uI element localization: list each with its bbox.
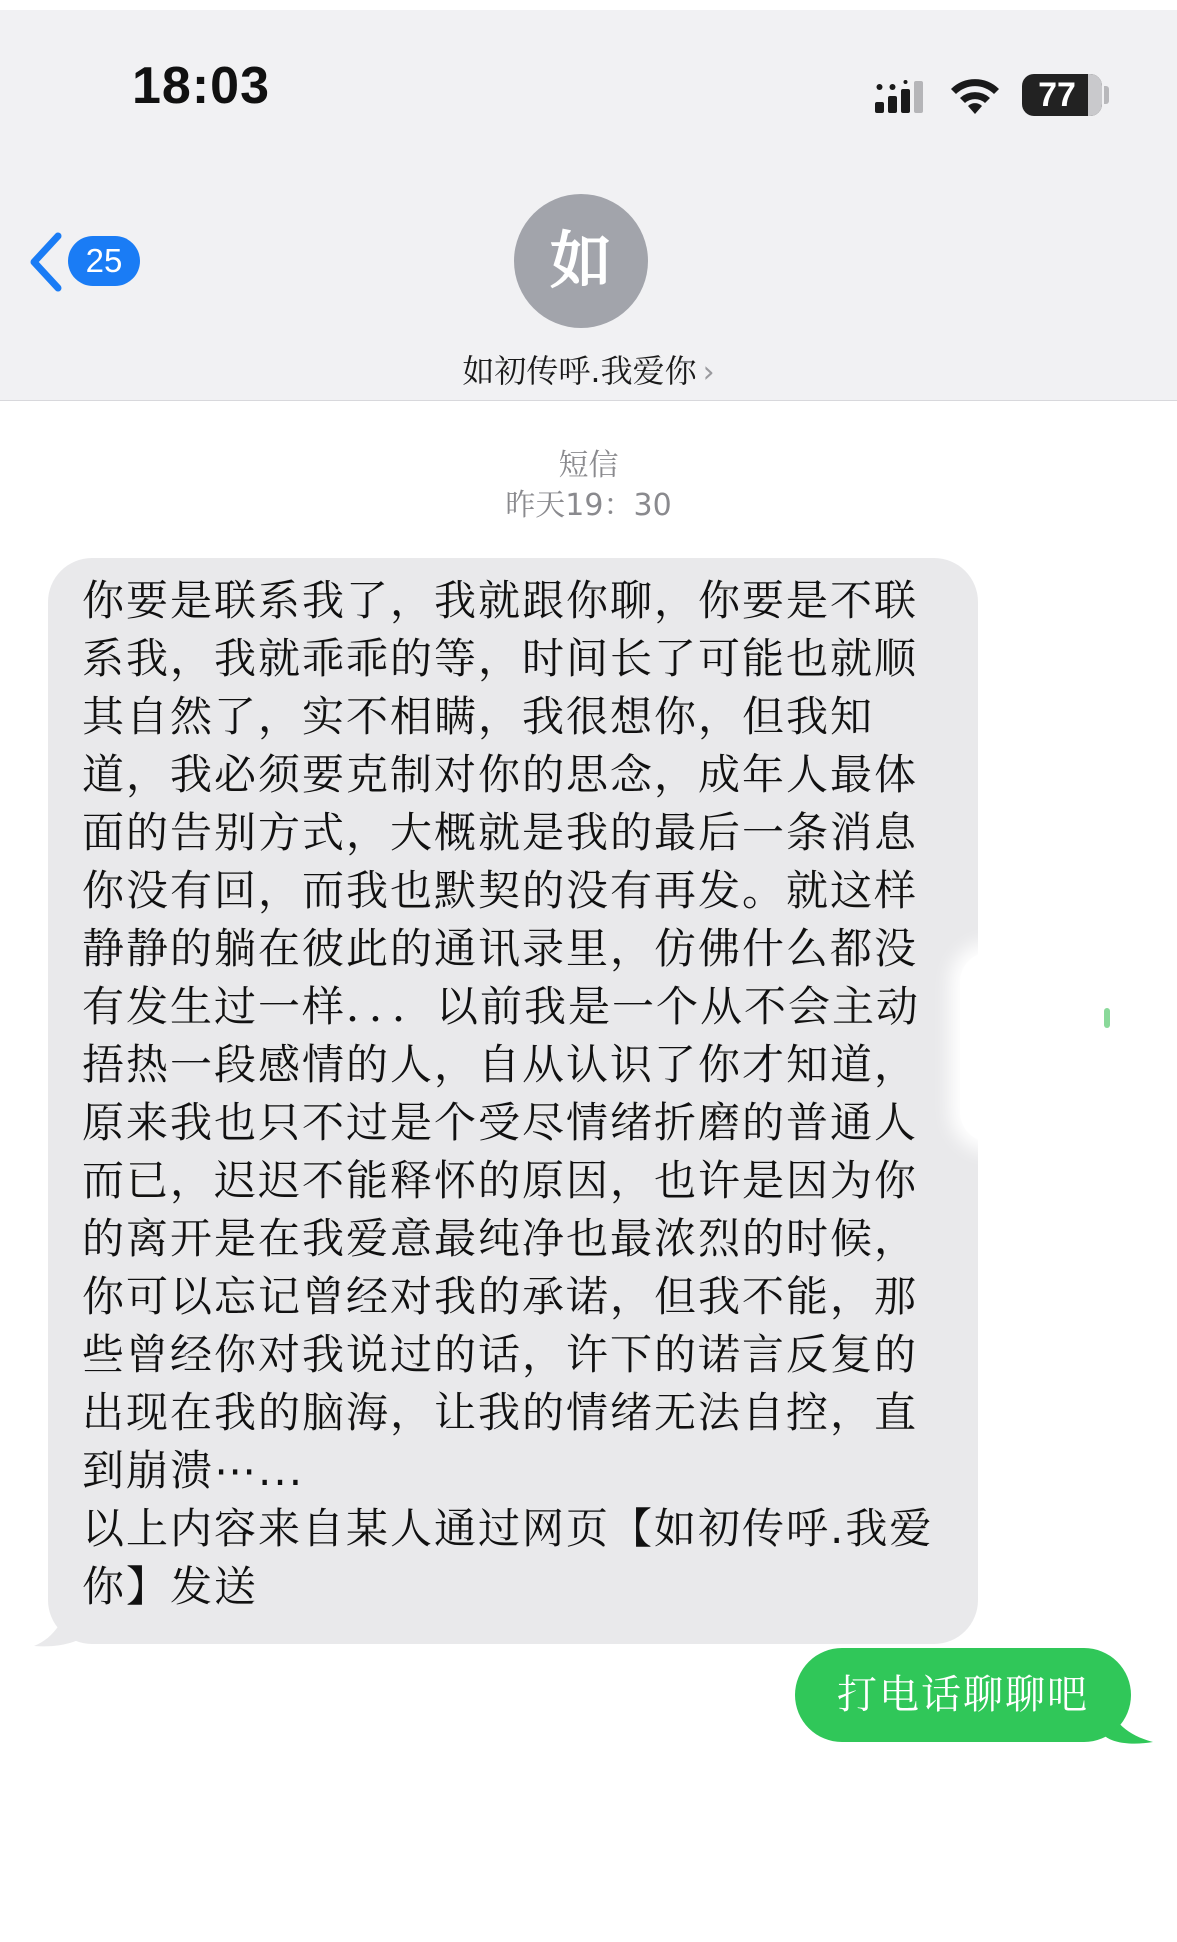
battery-icon [1022,74,1102,116]
chevron-left-icon [26,232,66,292]
message-timestamp: 昨天19：30 [505,488,672,523]
incoming-message-text: 你要是联系我了，我就跟你聊，你要是不联系我，我就乖乖的等，时间长了可能也就顺其自然了，实不相瞒，我很想你，但我知道，我必须要克制对你的思念，成年人最体面的告别方式，大概就是我的最后一条消息你没有回，而我也默契的没有再发。就这样静静的躺在彼此的通讯录里，仿佛什么都没有发生过一样．．．以前我是一个从不会主动捂热一段感情的人，自从认识了你才知道，原来我也只不过是个受尽情绪折磨的普通人而已，迟迟不能释怀的原因，也许是因为你的离开是在我爱意最纯净也最浓烈的时候，你可以忘记曾经对我的承诺，但我不能，那些曾经你对我说过的话，许下的诺言反复的出现在我的脑海，让我的情绪无法自控，直到崩溃⋯... 以上内容来自某人通过网页【如初传呼.我爱你】发送 [82,576,934,1611]
outgoing-message-bubble[interactable]: 打电话聊聊吧 [795,1648,1131,1742]
contact-name-button[interactable] [0,346,1177,392]
unread-count-badge: 25 [68,236,140,286]
contact-name: 如初传呼.我爱你 [462,352,697,390]
contact-avatar[interactable]: 如 [514,194,648,328]
cellular-signal-icon [875,80,935,114]
conversation-header [0,10,1177,401]
wifi-icon [948,76,1002,116]
battery-level: 77 [1038,76,1076,114]
back-button[interactable] [26,228,146,292]
top-strip [0,0,1177,10]
service-label: 短信 [558,448,619,483]
battery-tip [1104,86,1109,104]
overlay-mark [1104,1008,1110,1028]
white-overlay [960,952,1146,1142]
battery-empty-portion [1088,74,1102,116]
message-meta [0,446,1177,526]
status-time: 18:03 [132,57,270,115]
chevron-right-icon: › [702,355,715,390]
